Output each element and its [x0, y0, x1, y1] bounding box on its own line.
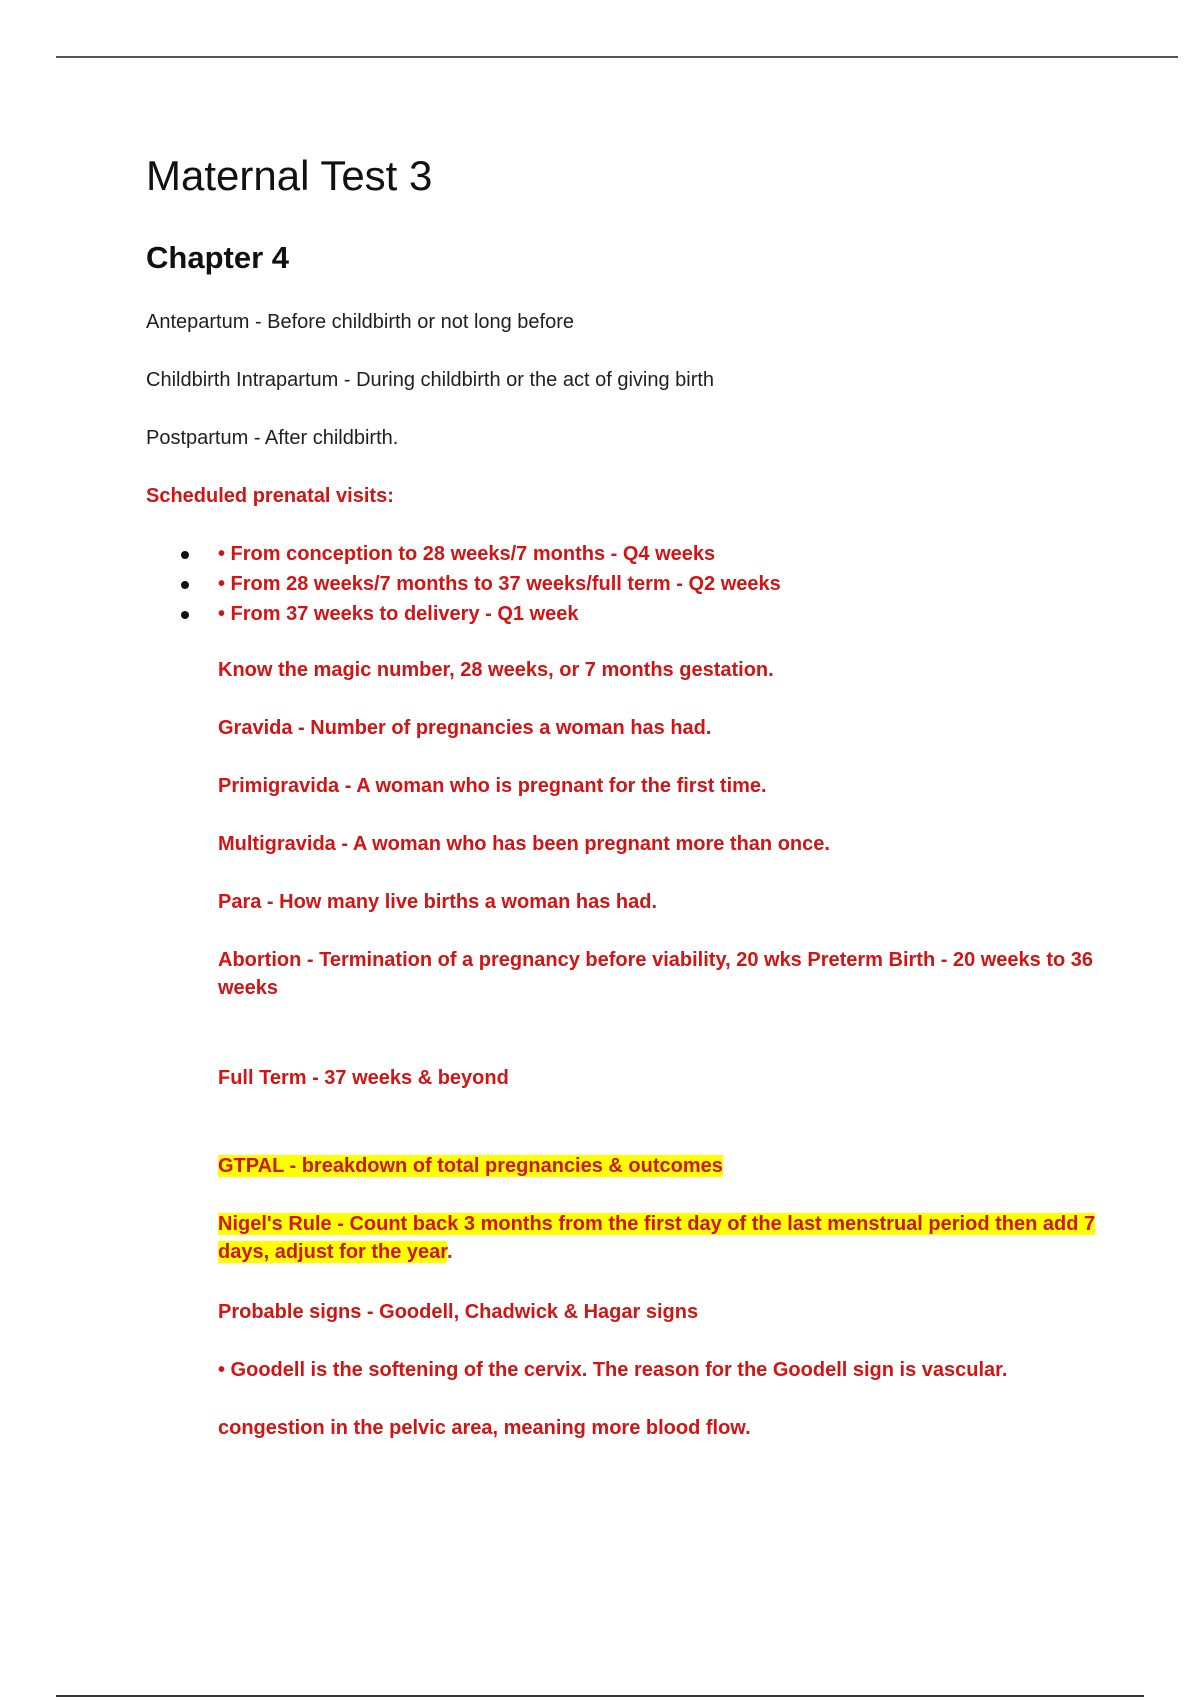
primigravida-definition: Primigravida - A woman who is pregnant for the first time. [218, 775, 767, 797]
list-bullet-icon [181, 611, 189, 619]
list-bullet-icon [181, 551, 189, 559]
abortion-definition: Abortion - Termination of a pregnancy before viability, 20 wks Preterm Birth - 20 weeks to 36 weeks [218, 949, 1094, 999]
visits-heading: Scheduled prenatal visits: [146, 485, 394, 507]
magic-number-note: Know the magic number, 28 weeks, or 7 months gestation. [218, 659, 774, 681]
goodell-sign: • Goodell is the softening of the cervix. The reason for the Goodell sign is vascular. [218, 1359, 1008, 1381]
nigels-rule-period: . [446, 1241, 453, 1263]
bottom-divider [56, 1695, 1144, 1697]
congestion-note: congestion in the pelvic area, meaning more blood flow. [218, 1417, 751, 1439]
gtpal-note [218, 1152, 723, 1180]
nigels-rule-highlight: Nigel's Rule - Count back 3 months from the first day of the last menstrual period then add 7 days, adjust for the year [218, 1213, 1096, 1263]
gravida-definition: Gravida - Number of pregnancies a woman has had. [218, 717, 712, 739]
multigravida-definition: Multigravida - A woman who has been pregnant more than once. [218, 833, 830, 855]
top-divider [56, 56, 1178, 58]
para-definition: Para - How many live births a woman has had. [218, 891, 658, 913]
nigels-rule [218, 1210, 1098, 1266]
definition-antepartum: Antepartum - Before childbirth or not long before [146, 311, 575, 333]
page-title: Maternal Test 3 [146, 152, 433, 199]
list-item: • From conception to 28 weeks/7 months - Q4 weeks [218, 543, 716, 565]
definition-intrapartum: Childbirth Intrapartum - During childbirth or the act of giving birth [146, 369, 715, 391]
list-item: • From 37 weeks to delivery - Q1 week [218, 603, 579, 625]
definition-postpartum: Postpartum - After childbirth. [146, 427, 399, 449]
probable-signs: Probable signs - Goodell, Chadwick & Hagar signs [218, 1301, 699, 1323]
full-term-definition: Full Term - 37 weeks & beyond [218, 1067, 509, 1089]
gtpal-highlight: GTPAL - breakdown of total pregnancies & outcomes [218, 1155, 723, 1177]
chapter-heading: Chapter 4 [146, 240, 289, 275]
list-bullet-icon [181, 581, 189, 589]
list-item: • From 28 weeks/7 months to 37 weeks/full term - Q2 weeks [218, 573, 781, 595]
